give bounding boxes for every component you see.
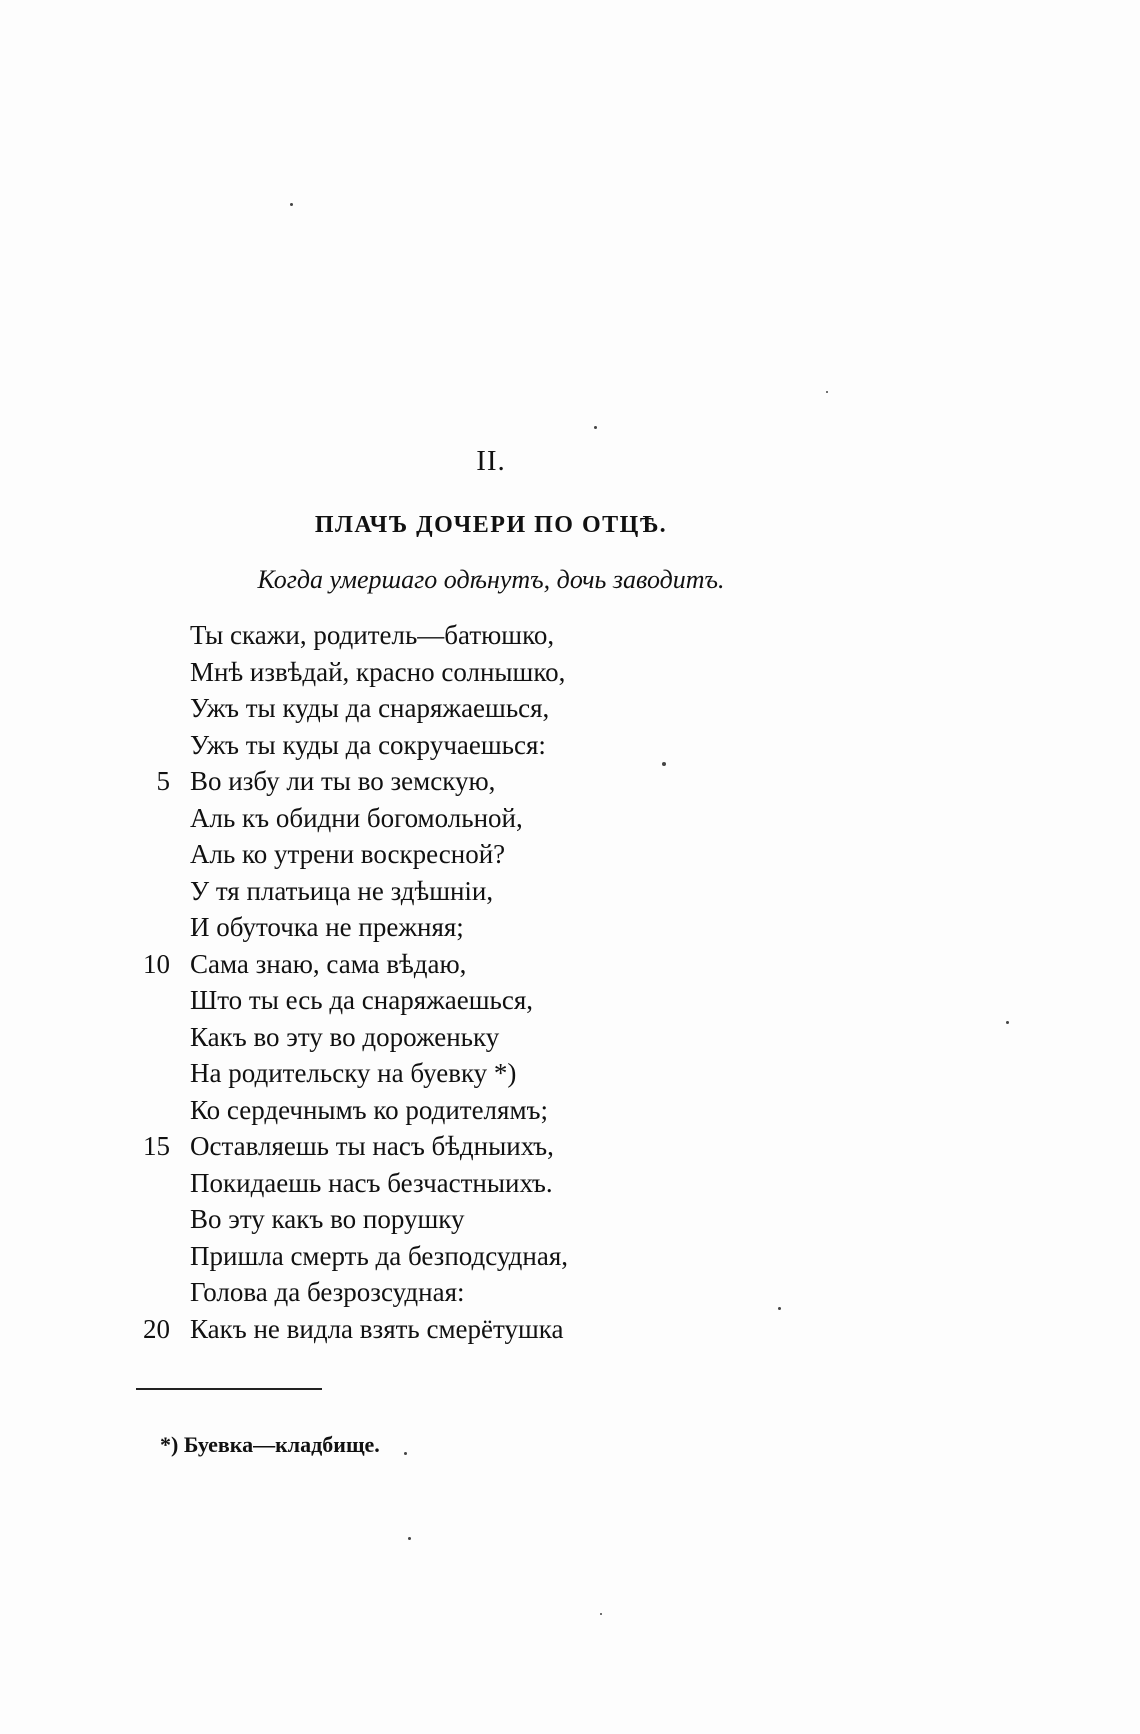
verse-text: Мнѣ извѣдай, красно солнышко, xyxy=(190,656,566,687)
verse-text: Ты скажи, родитель—батюшко, xyxy=(190,620,555,650)
section-number: II. xyxy=(476,445,506,477)
scan-speck xyxy=(594,426,597,429)
scan-speck xyxy=(408,1537,411,1540)
verse-text: Какъ во эту во дороженьку xyxy=(190,1021,500,1052)
verse-text: Аль къ обидни богомольной, xyxy=(190,802,523,833)
scan-speck xyxy=(826,391,828,393)
verse-text: Ужъ ты куды да сокручаешься: xyxy=(190,729,546,760)
verse-text: Во избу ли ты во земскую, xyxy=(190,766,496,796)
verse-text: Какъ не видла взять смерётушка xyxy=(190,1313,564,1344)
scan-speck xyxy=(600,1613,602,1615)
footnote-divider xyxy=(136,1388,322,1390)
verse-text: Ко сердечнымъ ко родителямъ; xyxy=(190,1094,549,1125)
verse-text: Пришла смерть да безподсудная, xyxy=(190,1240,569,1271)
scan-speck xyxy=(662,762,666,766)
line-number: 15 xyxy=(143,1131,170,1161)
scan-speck xyxy=(290,203,293,206)
scan-speck xyxy=(404,1452,407,1455)
page-title: ПЛАЧЪ ДОЧЕРИ ПО ОТЦѢ. xyxy=(314,512,668,538)
verse-text: Ужъ ты куды да снаряжаешься, xyxy=(190,693,550,723)
line-number: 20 xyxy=(143,1313,170,1344)
subtitle: Когда умершаго одѣнутъ, дочь заводитъ. xyxy=(257,565,725,594)
footnote: *) Буевка—кладбище. xyxy=(160,1432,380,1457)
scan-speck xyxy=(778,1307,781,1310)
scan-speck xyxy=(1006,1021,1009,1024)
verse-text: На родительску на буевку *) xyxy=(190,1058,517,1088)
verse-text: Покидаешь насъ безчастныихъ. xyxy=(190,1167,553,1198)
verse-text: Во эту какъ во порушку xyxy=(190,1204,465,1234)
verse-text: У тя платьица не здѣшніи, xyxy=(190,875,494,906)
verse-text: Голова да безрозсудная: xyxy=(190,1277,465,1307)
line-number: 5 xyxy=(156,766,170,796)
verse-text: Оставляешь ты насъ бѣдныихъ, xyxy=(190,1131,554,1161)
verse-text: Аль ко утрени воскресной? xyxy=(190,839,506,869)
verse-text: Сама знаю, сама вѣдаю, xyxy=(190,948,467,979)
verse-text: Што ты есь да снаряжаешься, xyxy=(190,985,534,1015)
line-number: 10 xyxy=(143,948,170,979)
verse-text: И обуточка не прежняя; xyxy=(190,912,464,942)
